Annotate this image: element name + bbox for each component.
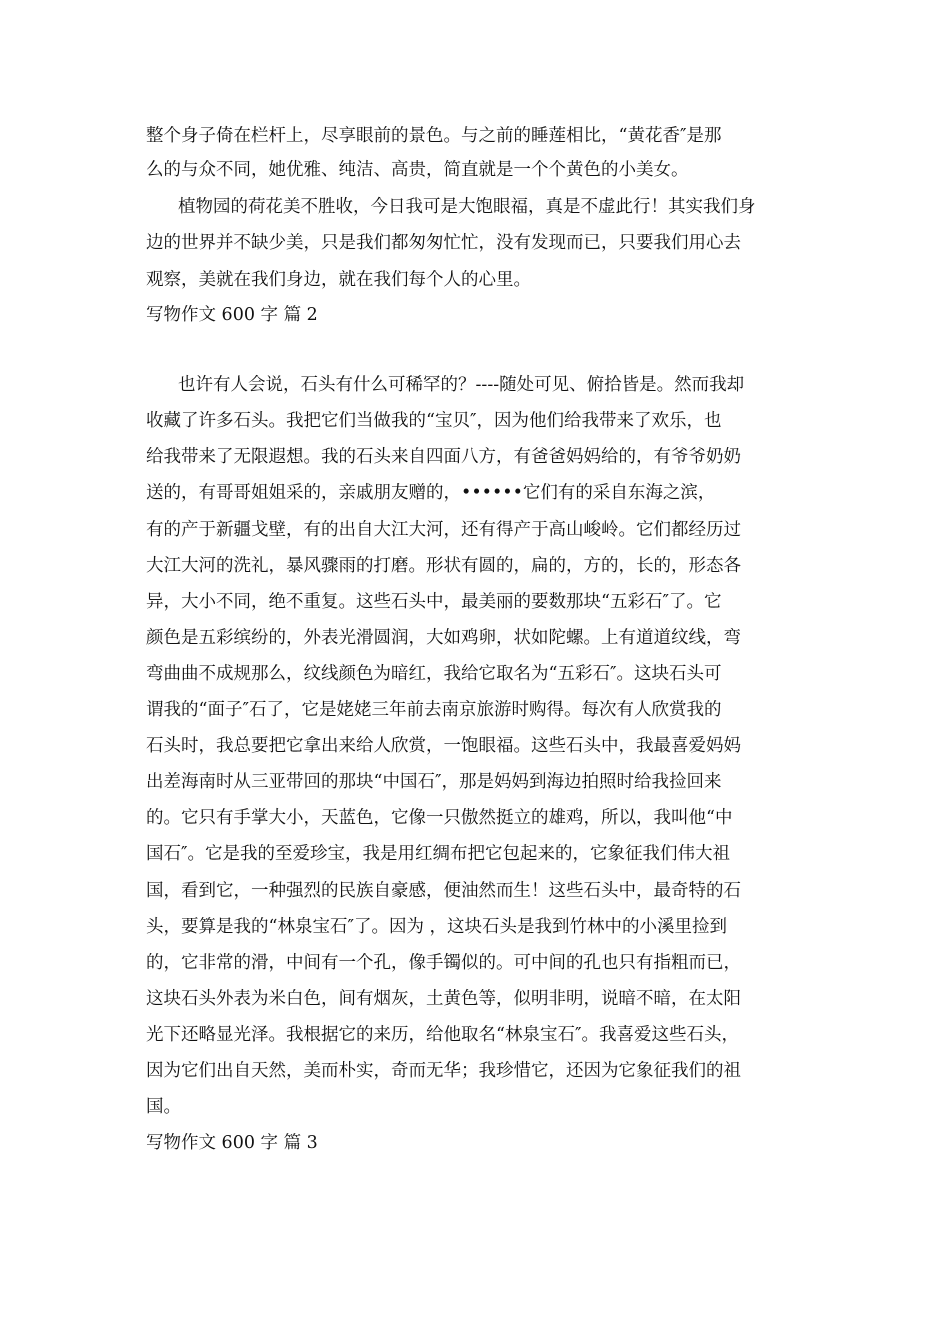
paragraph-line: 出差海南时从三亚带回的那块“中国石″，那是妈妈到海边拍照时给我捡回来 [146, 772, 722, 792]
paragraph-line: 有的产于新疆戈壁，有的出自大江大河，还有得产于高山峻岭。它们都经历过 [146, 520, 741, 540]
paragraph-line: 石头时，我总要把它拿出来给人欣赏，一饱眼福。这些石头中，我最喜爱妈妈 [146, 736, 741, 756]
section-heading: 写物作文 600 字 篇 2 [146, 305, 318, 325]
paragraph-line: 观察，美就在我们身边，就在我们每个人的心里。 [146, 270, 531, 290]
paragraph-line: 整个身子倚在栏杆上，尽享眼前的景色。与之前的睡莲相比，“黄花香″是那 [146, 126, 722, 146]
paragraph-line: 头，要算是我的“林泉宝石″了。因为 ，这块石头是我到竹林中的小溪里捡到 [146, 917, 728, 937]
paragraph-line: 异，大小不同，绝不重复。这些石头中，最美丽的要数那块“五彩石″了。它 [146, 592, 722, 612]
paragraph-line: 因为它们出自天然，美而朴实，奇而无华；我珍惜它，还因为它象征我们的祖 [146, 1061, 741, 1081]
paragraph-line: 这块石头外表为米白色，间有烟灰，土黄色等，似明非明，说暗不暗，在太阳 [146, 989, 741, 1009]
paragraph-line: 国石″。它是我的至爱珍宝，我是用红绸布把它包起来的，它象征我们伟大祖 [146, 844, 731, 864]
paragraph-line: 收藏了许多石头。我把它们当做我的“宝贝″，因为他们给我带来了欢乐，也 [146, 411, 722, 431]
paragraph-line: 的。它只有手掌大小，天蓝色，它像一只傲然挺立的雄鸡，所以，我叫他“中 [146, 808, 733, 828]
paragraph-line: 光下还略显光泽。我根据它的来历，给他取名“林泉宝石″。我喜爱这些石头， [146, 1025, 739, 1045]
paragraph-line: 大江大河的洗礼，暴风骤雨的打磨。形状有圆的，扁的，方的，长的，形态各 [146, 556, 741, 576]
paragraph-line: 谓我的“面子″石了，它是姥姥三年前去南京旅游时购得。每次有人欣赏我的 [146, 700, 722, 720]
paragraph-line: 也许有人会说，石头有什么可稀罕的？----随处可见、俯拾皆是。然而我却 [178, 375, 745, 395]
paragraph-line: 给我带来了无限遐想。我的石头来自四面八方，有爸爸妈妈给的，有爷爷奶奶 [146, 447, 741, 467]
paragraph-line: 植物园的荷花美不胜收，今日我可是大饱眼福，真是不虚此行！其实我们身 [178, 197, 756, 217]
paragraph-line: 颜色是五彩缤纷的，外表光滑圆润，大如鸡卵，状如陀螺。上有道道纹线，弯 [146, 628, 741, 648]
paragraph-line: 么的与众不同，她优雅、纯洁、高贵，简直就是一个个黄色的小美女。 [146, 160, 689, 180]
paragraph-line: 边的世界并不缺少美，只是我们都匆匆忙忙，没有发现而已，只要我们用心去 [146, 233, 741, 253]
section-heading: 写物作文 600 字 篇 3 [146, 1133, 318, 1153]
paragraph-line: 弯曲曲不成规那么，纹线颜色为暗红，我给它取名为“五彩石″。这块石头可 [146, 664, 722, 684]
paragraph-line: 国，看到它，一种强烈的民族自豪感，便油然而生！这些石头中，最奇特的石 [146, 881, 741, 901]
paragraph-line: 的，它非常的滑，中间有一个孔，像手镯似的。可中间的孔也只有指粗而已， [146, 953, 741, 973]
paragraph-line: 送的，有哥哥姐姐采的，亲戚朋友赠的，••••••它们有的采自东海之滨， [146, 483, 716, 503]
paragraph-line: 国。 [146, 1097, 181, 1117]
